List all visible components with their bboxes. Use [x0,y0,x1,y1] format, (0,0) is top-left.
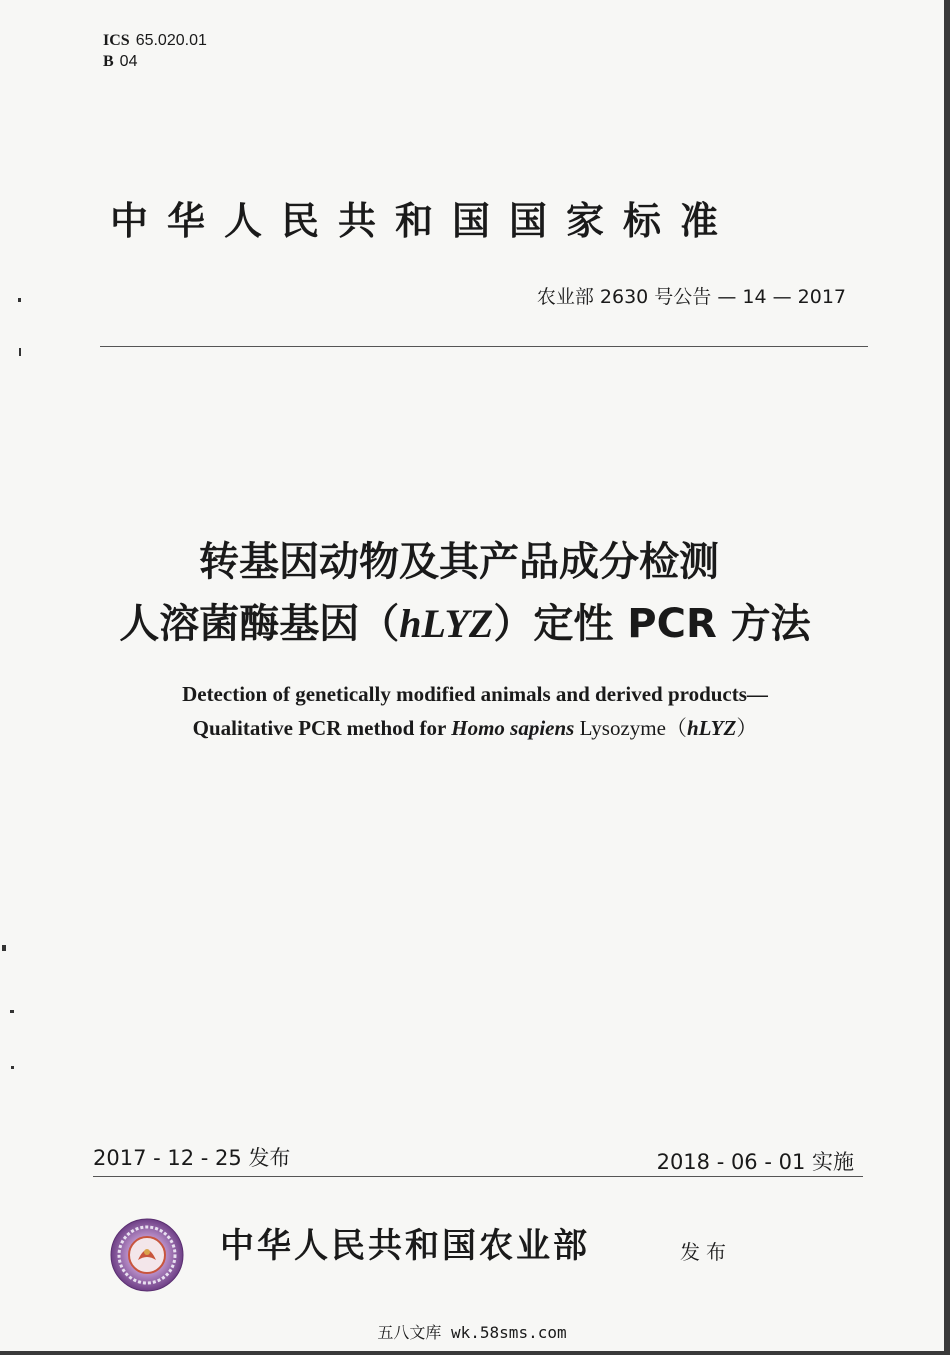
classification-codes [103,30,207,72]
publish-label: 发布 [680,1240,732,1264]
class-line [103,51,207,72]
chinese-title-line-2 [0,592,940,649]
ministry-seal-icon [110,1218,184,1292]
scan-mark [11,1066,14,1069]
watermark-text: 五八文库 wk.58sms.com [377,1323,567,1342]
species-name: Homo sapiens [451,716,575,740]
implementation-date: 2018 - 06 - 01 实施 [656,1150,854,1174]
class-label: B [103,53,114,70]
ics-code: 65.020.01 [135,32,207,49]
english-gene-symbol: hLYZ [686,716,737,740]
scan-mark [18,298,21,302]
chinese-title-suffix: ）定性 PCR 方法 [493,601,811,647]
standard-number: 农业部 2630 号公告 — 14 — 2017 [536,286,846,308]
scan-mark [19,348,21,356]
header-divider [100,346,868,347]
english-title-part-1: Qualitative PCR method for [192,716,452,740]
chinese-title-prefix: 人溶菌酶基因（ [119,601,400,647]
standard-title: 中华人民共和国国家标准 [110,198,738,243]
english-title-part-2: Lysozyme（ [574,716,687,740]
class-code: 04 [119,53,138,70]
publisher-name: 中华人民共和国农业部 [220,1226,590,1266]
issue-date: 2017 - 12 - 25 发布 [93,1146,291,1170]
english-title-part-3: ） [736,716,758,740]
english-title-line-1: Detection of genetically modified animals and derived products— [182,682,768,706]
gene-symbol: hLYZ [399,601,494,646]
ics-line [103,30,207,51]
footer-divider [93,1176,863,1177]
english-title-line-2 [0,712,950,742]
chinese-title-line-1: 转基因动物及其产品成分检测 [199,539,719,585]
scan-mark [2,945,6,951]
ics-label: ICS [103,32,130,49]
scan-mark [10,1010,14,1013]
